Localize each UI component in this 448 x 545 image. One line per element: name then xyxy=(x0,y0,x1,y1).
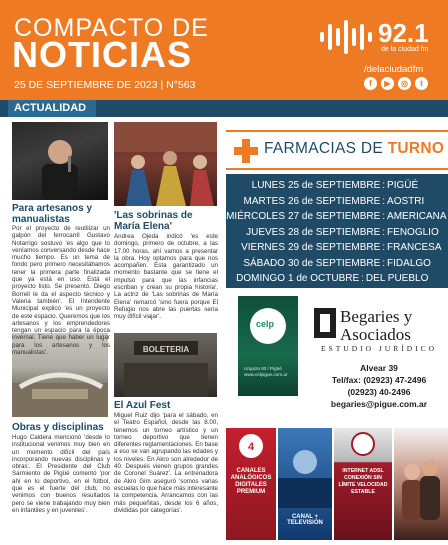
radio-wave-icon xyxy=(318,18,374,56)
ad-celpnet[interactable] xyxy=(334,428,392,540)
farmacia-name: DEL PUEBLO xyxy=(365,273,429,285)
celp-address: Urquiza 93 / Pigüé www.celpigue.com.ar xyxy=(244,366,288,377)
article-title-sobrinas[interactable]: 'Las sobrinas de María Elena' xyxy=(114,210,193,232)
farmacia-date-wrap: 26 de SEPTIEMBRE : AOSTRI xyxy=(288,195,425,207)
article-title-azul[interactable]: El Azul Fest xyxy=(114,400,171,411)
begaries-contact xyxy=(312,362,446,410)
farmacias-title-highlight: TURNO xyxy=(387,140,445,157)
svg-text:BOLETERIA: BOLETERIA xyxy=(142,345,190,354)
article-body-artesanos: Por el proyecto de reutilizar un galpón del ferrocarril Gustavo Notarrigo sostuvo 'es algo que lo veníamos conversando desde hace mucho tiempo. Es un tema de fondo pero primero necesitábamos tener la primera parte finalizada que ya está en uso. Está el proyecto listo. Se presentó. Diego Borrell le da el aspecto técnico y Valeria también'. El Intendente Municipal explicó 'es un proyecto de este espacio. Queremos que los artesanos y los emprendedores tengan un espacio para la época invernal. Tiene que haber un lugar para los artesanos y los manualistas'. xyxy=(12,225,110,357)
theater-photo xyxy=(114,122,217,206)
speaker-photo xyxy=(12,122,108,200)
begaries-address: Alvear 39 xyxy=(360,363,398,373)
celp-logo-text: celp xyxy=(256,319,275,329)
celpnet-text: INTERNET ADSL CONEXIÓN SIN LÍMITE VELOCIDAD ESTABLE xyxy=(338,468,388,495)
farmacia-date: 28 de SEPTIEMBRE xyxy=(288,226,381,238)
farmacia-day: MARTES xyxy=(243,195,285,207)
radio-frequency: 92.1 xyxy=(378,18,429,48)
farmacia-row xyxy=(226,256,448,272)
farmacia-date-wrap: 29 de SEPTIEMBRE : FRANCESA xyxy=(288,242,442,254)
farmacia-row xyxy=(226,194,448,210)
tv-text: CANAL + TELEVISIÓN xyxy=(287,514,323,526)
farmacias-table xyxy=(226,174,448,288)
radio-subtitle: de la ciudad fm xyxy=(381,46,429,53)
farmacias-header xyxy=(226,130,448,170)
farmacia-row xyxy=(226,271,448,287)
farmacia-row xyxy=(226,209,448,225)
farmacia-row xyxy=(226,240,448,256)
farmacias-title-prefix: FARMACIAS DE xyxy=(264,140,388,157)
twitter-icon[interactable]: t xyxy=(415,77,428,90)
farmacia-row xyxy=(226,225,448,241)
begaries-email[interactable]: begaries@pigue.com.ar xyxy=(330,399,428,409)
farmacia-date: 29 de SEPTIEMBRE xyxy=(288,242,381,254)
farmacia-name: AOSTRI xyxy=(387,195,425,207)
issue-date: 25 DE SEPTIEMBRE DE 2023 | N°563 xyxy=(14,79,196,91)
svg-text:4: 4 xyxy=(247,441,255,453)
celp-logo-icon xyxy=(250,308,286,344)
social-handle[interactable]: /delaciudadfm xyxy=(364,64,424,75)
article-photo-sobrinas xyxy=(114,122,217,206)
farmacia-day: MIÉRCOLES xyxy=(226,211,285,223)
begaries-phone2: (02923) 40-2496 xyxy=(347,387,411,397)
begaries-name-line1: Begaries y xyxy=(340,307,413,326)
article-body-sobrinas: Andrea Ojeda indicó 'es este domingo, primero de octubre, a las 17.00 horas, ahí vamos a presentar la obra. Hoy optamos para que nos acompañen. Esta garantizado un momento bastante que se tiene el impulso para que las infancias escriban y crean su propia historia'. La actriz de 'Las sobrinas de María Elena' remarcó 'sino fuera porque El Refugio nos abre las puertas sería muy difícil viajar'. xyxy=(114,233,218,321)
farmacia-date: 26 de SEPTIEMBRE xyxy=(288,195,381,207)
article-body-azul: Miguel Ruiz dijo 'para el sábado, en el Teatro Español, desde las 8.00, tenemos un torneo artístico y un torneo deportivo que tienen diferentes reglamentaciones. En base a eso se van agrupando las edades y los niveles. En Akro son alrededor de 40. Después vienen grupos grandes de Coronel Suárez'. La entrenadora de Akro Gim aseguró 'somos varias escuelas lo que hace más interesante la competencia. Arrancamos con las más pequeñitas, desde los 6 años, divididas por categorías'. xyxy=(114,412,218,514)
page-header xyxy=(0,0,448,100)
farmacia-row xyxy=(226,178,448,194)
farmacia-date: 1 de OCTUBRE xyxy=(288,273,360,285)
farmacia-date-wrap: 27 de SEPTIEMBRE : AMERICANA xyxy=(288,211,447,223)
youtube-icon[interactable]: ▶ xyxy=(381,77,394,90)
farmacia-day: VIERNES xyxy=(241,242,285,254)
begaries-subtitle: ESTUDIO JURÍDICO xyxy=(320,344,438,353)
ad-canal4[interactable] xyxy=(226,428,276,540)
begaries-name xyxy=(340,308,412,344)
page-title: NOTICIAS xyxy=(12,34,193,75)
ad-family-photo[interactable] xyxy=(394,428,448,540)
section-label: ACTUALIDAD xyxy=(8,100,96,117)
radio-logo[interactable] xyxy=(318,18,438,56)
farmacia-date-wrap: 1 de OCTUBRE : DEL PUEBLO xyxy=(288,273,429,285)
canal-logo-icon xyxy=(226,428,276,464)
farmacia-name: PIGÜÉ xyxy=(387,180,419,192)
farmacia-date: 25 de SEPTIEMBRE xyxy=(288,180,381,192)
ad-tv[interactable] xyxy=(278,428,332,540)
begaries-phone1: Tel/fax: (02923) 47-2496 xyxy=(331,375,427,385)
ad-celp[interactable] xyxy=(238,296,298,396)
facebook-icon[interactable]: f xyxy=(364,77,377,90)
boleteria-photo xyxy=(114,333,217,397)
farmacia-name: FENOGLIO xyxy=(387,226,439,238)
article-title-obras[interactable]: Obras y disciplinas xyxy=(12,422,104,433)
farmacia-date-wrap: 28 de SEPTIEMBRE : FENOGLIO xyxy=(288,226,439,238)
begaries-logo-icon xyxy=(314,308,336,338)
article-title-artesanos[interactable]: Para artesanos y manualistas xyxy=(12,203,93,225)
article-body-obras: Hugo Caldera mencionó 'desde lo institucional venimos muy bien en un momento difícil del país incorporando nuevas disciplinas y obras'. El Presidente del Club Sarmiento de Pigüé comentó 'por ahí en lo deportivo, en el fútbol, que es el fuerte del club, no venimos con buenos resultados pero se viene trabajando muy bien en infantiles y en juveniles'. xyxy=(12,434,110,514)
farmacias-title xyxy=(264,140,444,158)
farmacia-day: LUNES xyxy=(251,180,285,192)
farmacia-name: FRANCESA xyxy=(387,242,442,254)
farmacia-date: 30 de SEPTIEMBRE xyxy=(288,257,381,269)
family-photo xyxy=(394,428,448,540)
farmacia-day: JUEVES xyxy=(246,226,285,238)
farmacia-name: AMERICANA xyxy=(387,211,447,223)
farmacia-date-wrap: 25 de SEPTIEMBRE : PIGÜÉ xyxy=(288,180,419,192)
farmacia-day: SÁBADO xyxy=(243,257,285,269)
instagram-icon[interactable]: ◎ xyxy=(398,77,411,90)
canal-text: CANALES ANALÓGICOS DIGITALES PREMIUM xyxy=(230,468,272,495)
article-photo-artesanos xyxy=(12,122,108,200)
social-icons xyxy=(364,77,428,90)
antenna-photo xyxy=(278,428,332,508)
ad-begaries[interactable] xyxy=(306,296,448,408)
header-kicker: COMPACTO DE xyxy=(14,14,209,42)
pharmacy-cross-icon xyxy=(234,139,258,163)
celpnet-logo-icon xyxy=(334,428,392,462)
begaries-name-line2: Asociados xyxy=(340,325,411,344)
article-photo-azul xyxy=(114,333,217,397)
farmacia-date-wrap: 30 de SEPTIEMBRE : FIDALGO xyxy=(288,257,431,269)
farmacia-name: FIDALGO xyxy=(387,257,431,269)
farmacia-date: 27 de SEPTIEMBRE xyxy=(288,211,381,223)
farmacia-day: DOMINGO xyxy=(236,273,285,285)
